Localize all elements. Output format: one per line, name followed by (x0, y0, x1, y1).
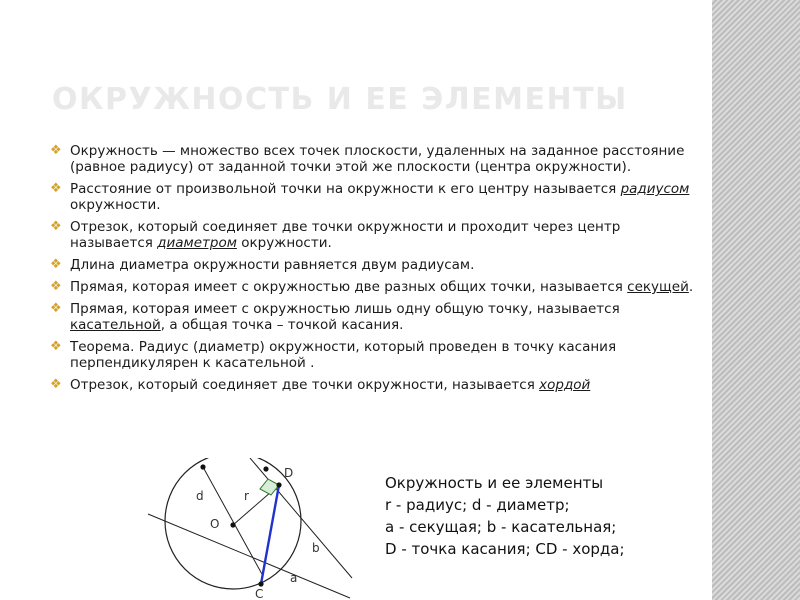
term-chord: хордой (539, 377, 591, 393)
list-item (50, 219, 700, 251)
bullet-text: Прямая, которая имеет с окружностью две разных общих точки, называется (70, 279, 628, 295)
term-tangent: касательной (70, 317, 161, 333)
bullet-text: Отрезок, который соединяет две точки окружности и проходит через центр называется (70, 219, 621, 251)
bullet-text-end: окружности. (70, 197, 161, 213)
list-item (50, 143, 700, 175)
label-d: d (196, 489, 204, 503)
list-item (50, 339, 700, 371)
bullet-diamond-icon: ❖ (50, 301, 62, 316)
term-radius: радиусом (620, 181, 690, 197)
tangency-point (276, 482, 281, 487)
chord-end-point (258, 581, 263, 586)
bullet-diamond-icon: ❖ (50, 377, 62, 392)
label-tangent-b: b (312, 541, 320, 555)
label-chord-c: C (255, 587, 264, 600)
bullet-diamond-icon: ❖ (50, 181, 62, 196)
label-secant-a: a (290, 571, 298, 585)
label-r: r (244, 489, 249, 503)
circle-elements-diagram (140, 458, 370, 600)
diameter-end-point (200, 464, 205, 469)
list-item (50, 377, 700, 393)
bullet-text-end: . (688, 279, 694, 295)
bullet-text-end: окружности. (236, 235, 332, 251)
chord-segment (261, 485, 279, 584)
right-angle-marker (260, 479, 279, 495)
bullet-text: Длина диаметра окружности равняется двум радиусам. (70, 257, 475, 273)
diagram-caption (385, 472, 705, 560)
center-point (230, 522, 235, 527)
circle-point (263, 466, 268, 471)
circle-diagram-svg (140, 458, 370, 600)
term-secant: секущей (627, 279, 689, 295)
bullet-text-end: , а общая точка – точкой касания. (160, 317, 404, 333)
decorative-side-stripe (712, 0, 800, 600)
caption-line: D - точка касания; CD - хорда; (385, 540, 625, 558)
bullet-text: Расстояние от произвольной точки на окружности к его центру называется (70, 181, 621, 197)
list-item (50, 301, 700, 333)
list-item (50, 257, 700, 273)
bullet-text: Отрезок, который соединяет две точки окружности, называется (70, 377, 540, 393)
secant-line (148, 514, 350, 598)
bullet-diamond-icon: ❖ (50, 339, 62, 354)
definitions-list (50, 143, 700, 399)
caption-line: r - радиус; d - диаметр; (385, 496, 570, 514)
bullet-diamond-icon: ❖ (50, 143, 62, 158)
bullet-text: Окружность — множество всех точек плоскости, удаленных на заданное расстояние (равное радиусу) от заданной точки этой же плоскости (центра окружности). (70, 143, 685, 175)
label-tangency-d: D (284, 466, 294, 480)
term-diameter: диаметром (157, 235, 237, 251)
caption-line: Окружность и ее элементы (385, 474, 604, 492)
bullet-text: Теорема. Радиус (диаметр) окружности, который проведен в точку касания перпендикулярен к касательной . (70, 339, 617, 371)
caption-line: a - секущая; b - касательная; (385, 518, 617, 536)
bullet-diamond-icon: ❖ (50, 219, 62, 234)
slide-title: ОКРУЖНОСТЬ И ЕЕ ЭЛЕМЕНТЫ (52, 82, 628, 117)
bullet-diamond-icon: ❖ (50, 279, 62, 294)
bullet-text: Прямая, которая имеет с окружностью лишь одну общую точку, называется (70, 301, 620, 317)
bullet-diamond-icon: ❖ (50, 257, 62, 272)
list-item (50, 279, 700, 295)
label-o: O (210, 517, 220, 531)
list-item (50, 181, 700, 213)
